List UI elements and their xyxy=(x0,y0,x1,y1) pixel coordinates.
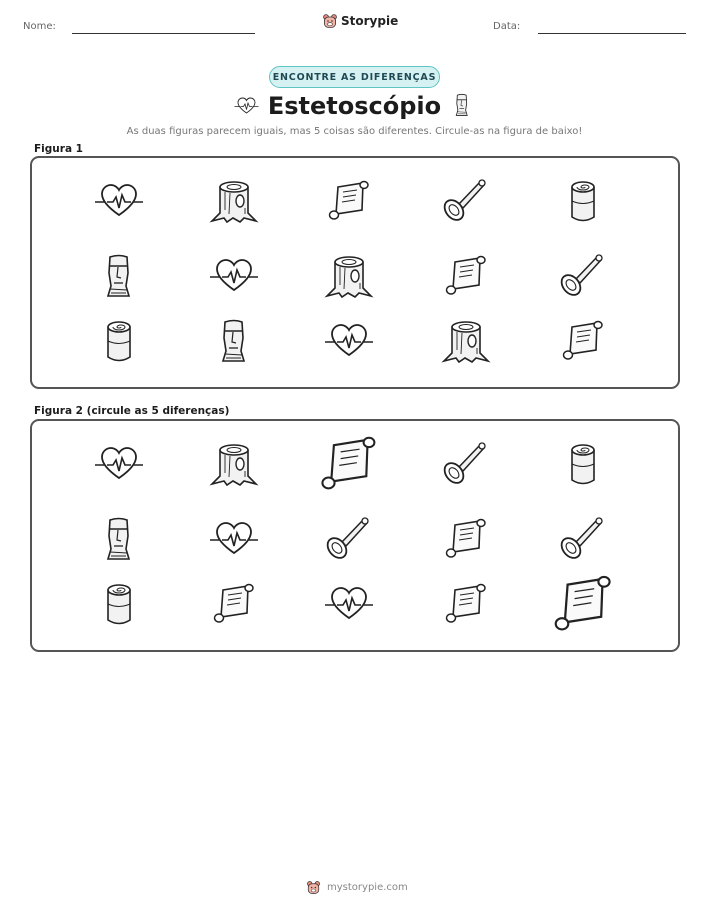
moai-icon xyxy=(449,91,475,119)
log-roll-icon[interactable] xyxy=(94,581,144,627)
horn-icon xyxy=(441,178,491,224)
scroll-icon[interactable] xyxy=(548,572,618,636)
name-line[interactable] xyxy=(72,33,255,34)
instructions: As duas figuras parecem iguais, mas 5 coisas são diferentes. Circule-as na figura de baixo! xyxy=(126,126,583,137)
moai-icon[interactable] xyxy=(94,516,144,562)
heartbeat-icon[interactable] xyxy=(94,441,144,487)
heartbeat-icon xyxy=(324,318,374,364)
heartbeat-icon xyxy=(209,253,259,299)
heartbeat-icon[interactable] xyxy=(324,581,374,627)
bear-logo-icon xyxy=(322,13,338,29)
scroll-icon xyxy=(441,253,491,299)
horn-icon[interactable] xyxy=(441,441,491,487)
page-title: Estetoscópio xyxy=(267,92,442,120)
horn-icon xyxy=(558,253,608,299)
scroll-icon[interactable] xyxy=(441,516,491,562)
log-roll-icon xyxy=(558,178,608,224)
scroll-icon[interactable] xyxy=(441,581,491,627)
name-label: Nome: xyxy=(23,21,56,32)
tree-stump-icon[interactable] xyxy=(209,441,259,487)
figure2-label: Figura 2 (circule as 5 diferenças) xyxy=(34,405,230,417)
scroll-icon xyxy=(324,178,374,224)
log-roll-icon[interactable] xyxy=(558,441,608,487)
date-line[interactable] xyxy=(538,33,686,34)
moai-icon xyxy=(94,253,144,299)
moai-icon xyxy=(209,318,259,364)
date-label: Data: xyxy=(493,21,521,32)
bear-logo-icon xyxy=(306,880,321,895)
heartbeat-icon[interactable] xyxy=(209,516,259,562)
activity-badge: ENCONTRE AS DIFERENÇAS xyxy=(269,66,440,88)
figure1-panel xyxy=(30,156,680,389)
log-roll-icon xyxy=(94,318,144,364)
scroll-icon[interactable] xyxy=(315,433,383,495)
tree-stump-icon xyxy=(324,253,374,299)
brand-logo xyxy=(322,13,398,29)
figure2-panel[interactable] xyxy=(30,419,680,652)
heartbeat-icon xyxy=(94,178,144,224)
footer xyxy=(306,880,408,895)
horn-icon[interactable] xyxy=(558,516,608,562)
scroll-icon xyxy=(558,318,608,364)
horn-icon[interactable] xyxy=(324,516,374,562)
brand-name: Storypie xyxy=(341,14,399,28)
scroll-icon[interactable] xyxy=(209,581,259,627)
figure1-label: Figura 1 xyxy=(34,143,83,155)
footer-url[interactable]: mystorypie.com xyxy=(327,882,408,893)
tree-stump-icon xyxy=(441,318,491,364)
tree-stump-icon xyxy=(209,178,259,224)
